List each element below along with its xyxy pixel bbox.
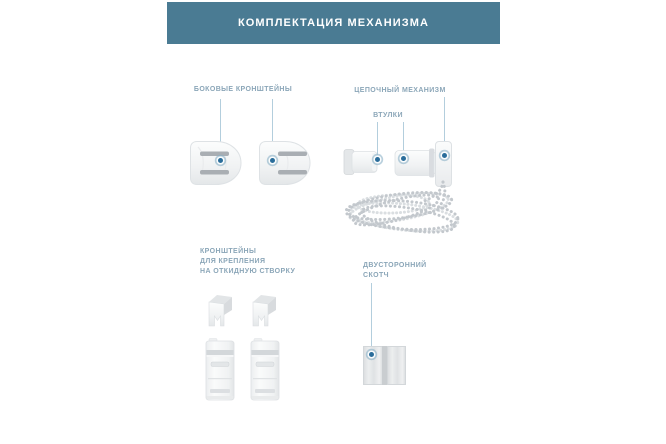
- tape-label-line2: СКОТЧ: [363, 272, 389, 279]
- sash-brackets-label-line1: КРОНШТЕЙНЫ: [200, 248, 257, 255]
- chain-mechanism-label: ЦЕПОЧНЫЙ МЕХАНИЗМ: [354, 87, 446, 94]
- sash-hook-bracket-image: [207, 294, 233, 327]
- header-banner: [167, 2, 500, 44]
- chain-image: [336, 174, 476, 244]
- sash-brackets-label-line2: ДЛЯ КРЕПЛЕНИЯ: [200, 258, 266, 265]
- marker-dot: [401, 156, 406, 161]
- marker-dot: [270, 158, 275, 163]
- side-bracket-image: [258, 140, 312, 186]
- sash-hook-bracket-image: [251, 294, 277, 327]
- side-bracket-image: [189, 140, 243, 186]
- bushings-label: ВТУЛКИ: [373, 112, 403, 119]
- pointer-line: [371, 283, 372, 351]
- tape-label-line1: ДВУСТОРОННИЙ: [363, 262, 427, 269]
- sash-bracket-image: [250, 338, 280, 401]
- marker-dot: [442, 153, 447, 158]
- marker-dot: [218, 158, 223, 163]
- bushing-image: [343, 147, 379, 177]
- sash-brackets-label-line3: НА ОТКИДНУЮ СТВОРКУ: [200, 268, 296, 275]
- page-title: КОМПЛЕКТАЦИЯ МЕХАНИЗМА: [237, 17, 430, 29]
- marker-dot: [375, 157, 380, 162]
- sash-bracket-image: [205, 338, 235, 401]
- sash-brackets-label: [200, 247, 295, 277]
- marker-dot: [369, 352, 374, 357]
- tape-label: [363, 261, 427, 281]
- side-brackets-label: БОКОВЫЕ КРОНШТЕЙНЫ: [193, 86, 293, 93]
- tape-panel: [387, 346, 406, 385]
